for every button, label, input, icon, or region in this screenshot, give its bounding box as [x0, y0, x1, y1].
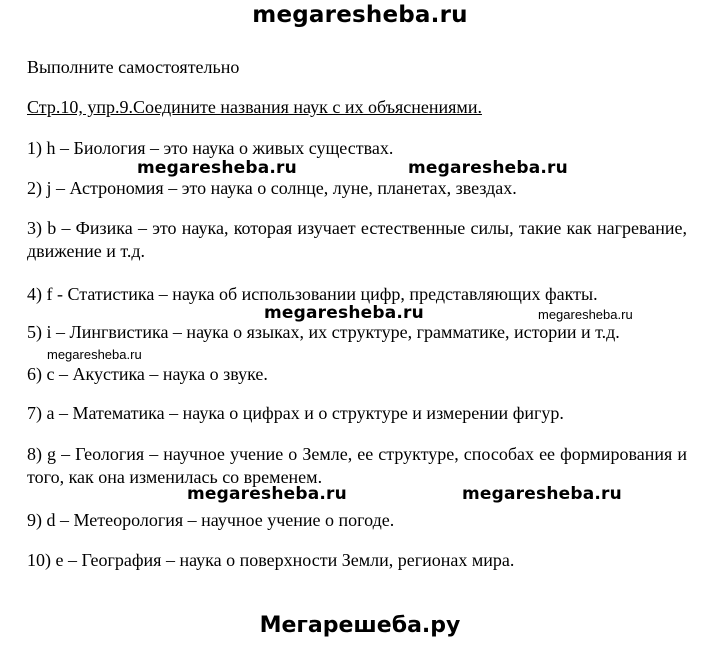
answer-item-6: 6) c – Акустика – наука о звуке. — [27, 364, 268, 384]
intro-line: Выполните самостоятельно — [27, 57, 240, 77]
watermark: megaresheba.ru — [462, 484, 622, 504]
watermark-small: megaresheba.ru — [47, 347, 142, 362]
watermark: megaresheba.ru — [264, 303, 424, 323]
watermark: megaresheba.ru — [187, 484, 347, 504]
site-header: megaresheba.ru — [252, 2, 468, 28]
watermark: megaresheba.ru — [137, 158, 297, 178]
watermark: megaresheba.ru — [408, 158, 568, 178]
answer-item-4: 4) f - Статистика – наука об использовании цифр, представляющих факты. — [27, 284, 598, 304]
site-footer: Мегарешеба.ру — [259, 613, 461, 638]
answer-item-10: 10) e – География – наука о поверхности Земли, регионах мира. — [27, 550, 515, 570]
answer-item-3: 3) b – Физика – это наука, которая изучает естественные силы, такие как нагревание, движение и т.д. — [27, 218, 687, 261]
answer-item-2: 2) j – Астрономия – это наука о солнце, луне, планетах, звездах. — [27, 178, 517, 198]
answer-item-9: 9) d – Метеорология – научное учение о погоде. — [27, 510, 395, 530]
answer-item-5: 5) i – Лингвистика – наука о языках, их структуре, грамматике, истории и т.д. — [27, 322, 620, 342]
answer-item-1: 1) h – Биология – это наука о живых существах. — [27, 138, 394, 158]
watermark-small: megaresheba.ru — [538, 307, 633, 322]
answer-item-8: 8) g – Геология – научное учение о Земле, ее структуре, способах ее формирования и того, как она изменилась со временем. — [27, 444, 687, 487]
answer-item-7: 7) a – Математика – наука о цифрах и о структуре и измерении фигур. — [27, 403, 564, 423]
task-title: Стр.10, упр.9.Соедините названия наук с их объяснениями. — [27, 97, 482, 117]
